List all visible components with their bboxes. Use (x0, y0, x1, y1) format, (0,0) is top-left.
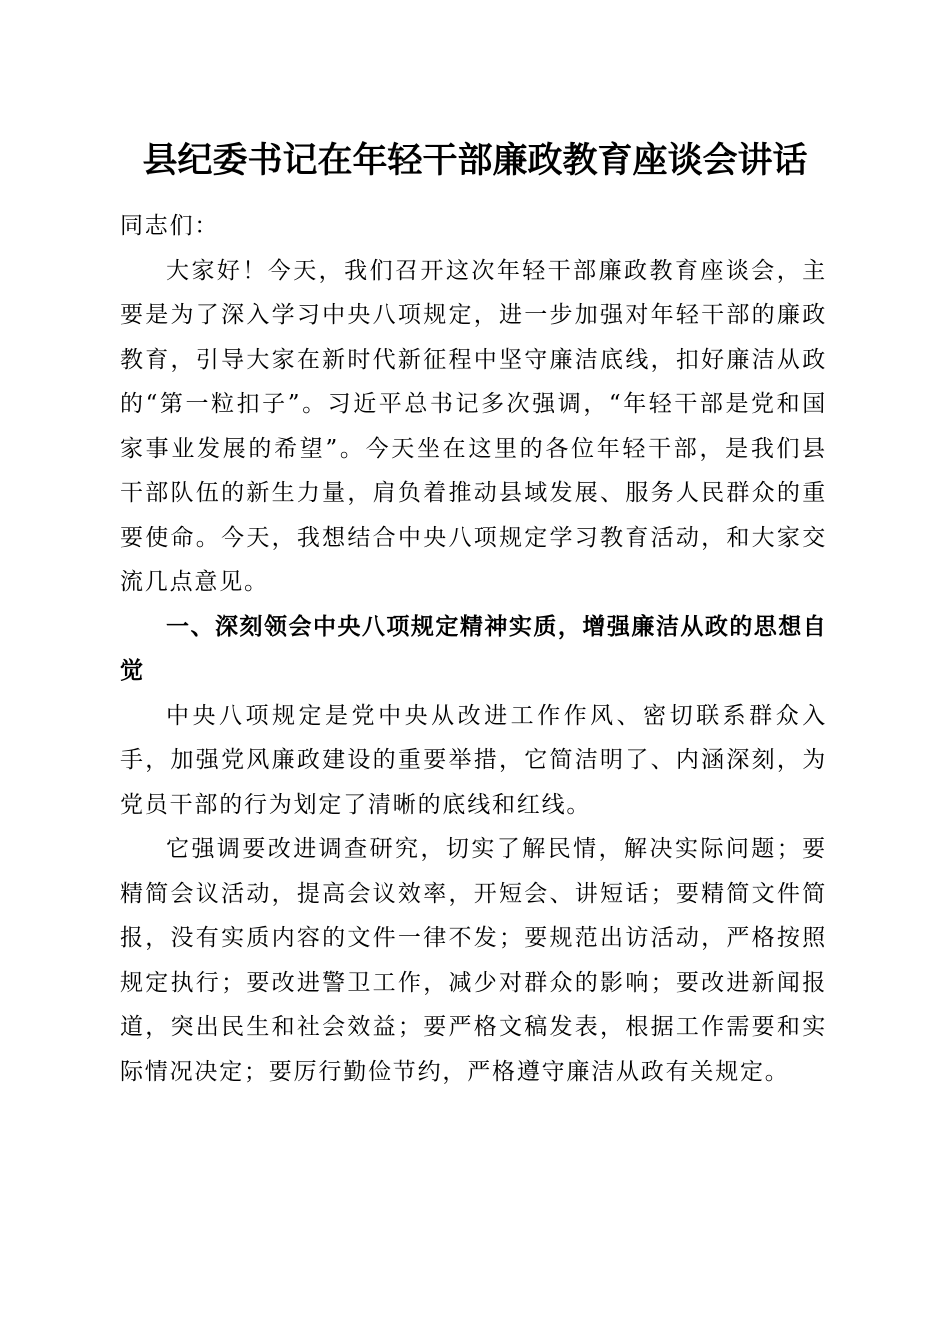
paragraph-opening: 大家好！今天，我们召开这次年轻干部廉政教育座谈会，主要是为了深入学习中央八项规定，进一步加强对年轻干部的廉政教育，引导大家在新时代新征程中坚守廉洁底线，扣好廉洁从政的“第一粒扣子”。习近平总书记多次强调，“年轻干部是党和国家事业发展的希望”。今天坐在这里的各位年轻干部，是我们县干部队伍的新生力量，肩负着推动县域发展、服务人民群众的重要使命。今天，我想结合中央八项规定学习教育活动，和大家交流几点意见。 (120, 257, 827, 595)
paragraph-eight-rules-detail: 它强调要改进调查研究，切实了解民情，解决实际问题；要精简会议活动，提高会议效率，开短会、讲短话；要精简文件简报，没有实质内容的文件一律不发；要规范出访活动，严格按照规定执行；要改进警卫工作，减少对群众的影响；要改进新闻报道，突出民生和社会效益；要严格文稿发表，根据工作需要和实际情况决定；要厉行勤俭节约，严格遵守廉洁从政有关规定。 (120, 836, 827, 1085)
section-heading-1: 一、深刻领会中央八项规定精神实质，增强廉洁从政的思想自觉 (120, 613, 827, 684)
salutation: 同志们： (120, 213, 220, 239)
paragraph-eight-rules-intro: 中央八项规定是党中央从改进工作作风、密切联系群众入手，加强党风廉政建设的重要举措，它简洁明了、内涵深刻，为党员干部的行为划定了清晰的底线和红线。 (120, 702, 827, 818)
document-title: 县纪委书记在年轻干部廉政教育座谈会讲话 (142, 140, 808, 181)
document-body (120, 204, 827, 1094)
